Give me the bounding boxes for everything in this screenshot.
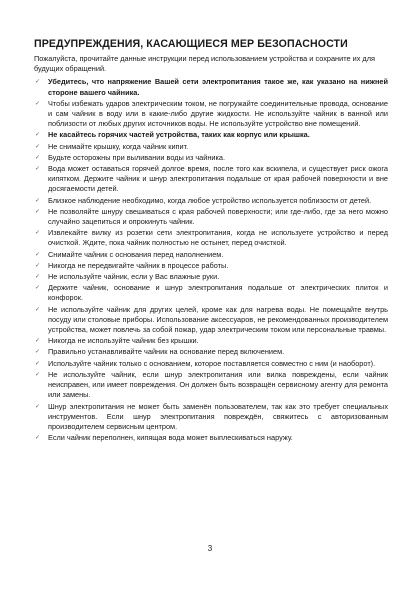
warning-text: Вода может оставаться горячей долгое время, после того как вскипела, и существует риск ожога кипятком. Держите чайник и шнур электропитания подальше от края рабочей поверхности и вне досягаемости детей. [48,164,388,194]
warning-text: Будьте осторожны при выливании воды из чайника. [48,152,226,162]
warning-text: Снимайте чайник с основания перед наполнением. [48,249,224,259]
warning-text: Правильно устанавливайте чайник на основание перед включением. [48,347,285,357]
warning-text: Близкое наблюдение необходимо, когда любое устройство используется поблизости от детей. [48,195,372,205]
warning-text: Не используйте чайник, если у Вас влажные руки. [48,272,220,282]
check-mark-bullet-icon: ✓ [35,143,41,150]
check-mark-bullet-icon: ✓ [35,154,41,161]
page-number: 3 [207,544,213,553]
check-mark-bullet-icon: ✓ [35,132,41,139]
check-mark-bullet-icon: ✓ [35,251,41,258]
warning-item [34,250,388,260]
warning-text: Никогда не используйте чайник без крышки. [48,336,199,346]
warning-text: Извлекайте вилку из розетки сети электропитания, когда не используете устройство и перед очисткой. Ждите, пока чайник полностью не остынет, перед очисткой. [48,228,388,248]
warning-item [34,228,388,248]
warning-text: Держите чайник, основание и шнур электропитания подальше от электрических плиток и конфорок. [48,283,388,303]
warning-item [34,283,388,303]
warning-text: Не касайтесь горячих частей устройства, таких как корпус или крышка. [48,130,310,140]
warning-item [34,433,388,443]
warning-text: Шнур электропитания не может быть заменён пользователем, так как это требует специальных инструментов. Если шнур электропитания повреждён, свяжитесь с авторизованным производителем сервисным центром. [48,401,388,431]
warning-item [34,130,388,140]
warning-text: Не позволяйте шнуру свешиваться с края рабочей поверхности; или где-либо, где за него можно случайно зацепиться и опрокинуть чайник. [48,206,388,227]
warning-item [34,207,388,227]
warning-text: Убедитесь, что напряжение Вашей сети электропитания такое же, как указано на нижней стороне вашего чайника. [48,77,388,97]
warning-text: Не снимайте крышку, когда чайник кипит. [48,141,189,151]
warning-item [34,305,388,336]
warning-item [34,347,388,357]
warning-item [34,153,388,163]
warning-text: Если чайник переполнен, кипящая вода может выплескиваться наружу. [48,433,293,443]
warning-item [34,99,388,130]
check-mark-bullet-icon: ✓ [35,306,41,313]
page-title: ПРЕДУПРЕЖДЕНИЯ, КАСАЮЩИЕСЯ МЕР БЕЗОПАСНОСТИ [34,38,348,50]
check-mark-bullet-icon: ✓ [35,338,41,345]
warning-item [34,359,388,369]
intro-text: Пожалуйста, прочитайте данные инструкции перед использованием устройства и сохраните их для будущих обращений. [34,54,375,74]
warning-text: Используйте чайник только с основанием, которое поставляется совместно с ним (и наоборот). [48,358,376,368]
check-mark-bullet-icon: ✓ [35,208,41,215]
warning-item [34,261,388,271]
check-mark-bullet-icon: ✓ [35,100,41,107]
warning-item [34,77,388,97]
check-mark-bullet-icon: ✓ [35,274,41,281]
check-mark-bullet-icon: ✓ [35,349,41,356]
warning-item [34,336,388,346]
check-mark-bullet-icon: ✓ [35,360,41,367]
warning-text: Не используйте чайник для других целей, кроме как для нагрева воды. Не помещайте внутрь посуду или столовые приборы. Использование аксессуаров, не рекомендованных производителем устройства, может повлечь за собой пожар, удар электрическим током или персональные травмы. [48,304,388,335]
check-mark-bullet-icon: ✓ [35,166,41,173]
check-mark-bullet-icon: ✓ [35,435,41,442]
warning-item [34,164,388,195]
check-mark-bullet-icon: ✓ [35,285,41,292]
warning-item [34,272,388,282]
warnings-list [34,77,388,443]
warning-text: Никогда не передвигайте чайник в процессе работы. [48,260,229,270]
warning-item [34,370,388,401]
warning-item [34,142,388,152]
check-mark-bullet-icon: ✓ [35,403,41,410]
warning-item [34,196,388,206]
warning-item [34,402,388,433]
check-mark-bullet-icon: ✓ [35,230,41,237]
check-mark-bullet-icon: ✓ [35,371,41,378]
check-mark-bullet-icon: ✓ [35,262,41,269]
check-mark-bullet-icon: ✓ [35,79,41,86]
check-mark-bullet-icon: ✓ [35,197,41,204]
warning-text: Не используйте чайник, если шнур электропитания или вилка повреждены, если чайник неисправен, или имеет повреждения. Он должен быть возвращён сервисному агенту для ремонта или замены. [48,369,388,400]
warning-text: Чтобы избежать ударов электрическим током, не погружайте соединительные провода, основание и сам чайник в воду или в какие-либо другие жидкости. Не используйте чайник в ванной или поблизости от любых других источников воды. Не используйте устройство вне помещений. [48,98,388,129]
